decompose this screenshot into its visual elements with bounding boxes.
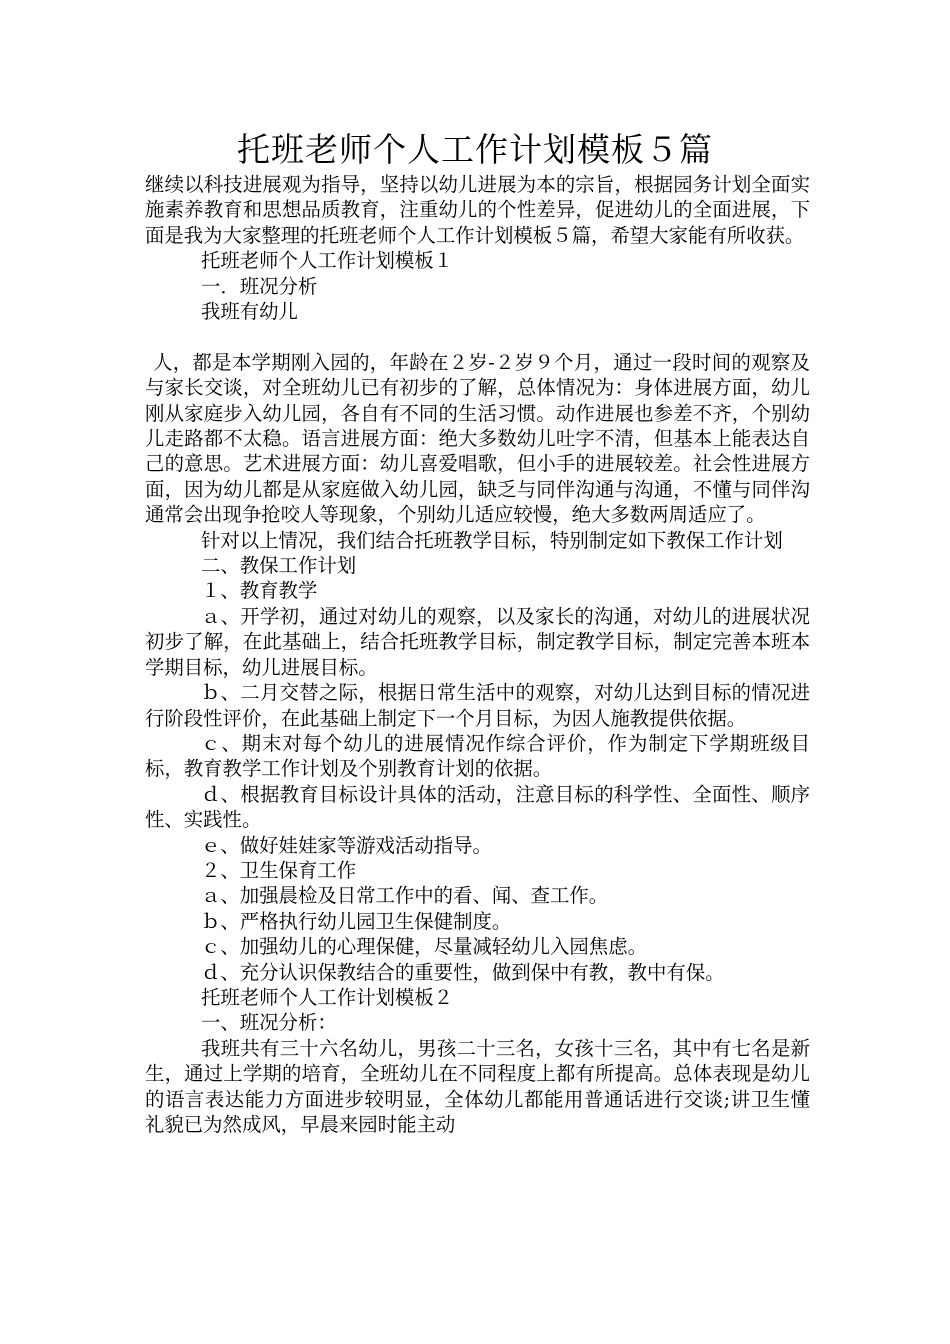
document-title: 托班老师个人工作计划模板５篇 — [237, 130, 713, 169]
paragraph: ｂ、严格执行幼儿园卫生保健制度。 — [201, 909, 512, 933]
blank-line — [145, 324, 810, 349]
paragraph: 二、教保工作计划 — [201, 554, 357, 578]
paragraph: 一．班况分析 — [201, 274, 318, 298]
paragraph: ｃ、期末对每个幼儿的进展情况作综合评价，作为制定下学期班级目标，教育教学工作计划及个别教育计划的依据。 — [145, 731, 810, 781]
paragraph: ｅ、做好娃娃家等游戏活动指导。 — [201, 833, 492, 857]
document-body — [145, 172, 810, 1137]
paragraph: 我班有幼儿 — [201, 300, 298, 324]
paragraph: 针对以上情况，我们结合托班教学目标，特别制定如下教保工作计划 — [201, 528, 783, 552]
paragraph: 继续以科技进展观为指导，坚持以幼儿进展为本的宗旨，根据园务计划全面实施素养教育和思想品质教育，注重幼儿的个性差异，促进幼儿的全面进展，下面是我为大家整理的托班老师个人工作计划模板５篇，希望大家能有所收获。 — [145, 173, 810, 247]
paragraph: 托班老师个人工作计划模板１ — [201, 249, 454, 273]
paragraph: ａ、加强晨检及日常工作中的看、闻、查工作。 — [201, 884, 609, 908]
paragraph: １、教育教学 — [201, 579, 318, 603]
paragraph: ｂ、二月交替之际，根据日常生活中的观察，对幼儿达到目标的情况进行阶段性评价，在此基础上制定下一个月目标，为因人施教提供依据。 — [145, 681, 810, 730]
paragraph: ｄ、根据教育目标设计具体的活动，注意目标的科学性、全面性、顺序性、实践性。 — [145, 782, 810, 832]
paragraph: ２、卫生保育工作 — [201, 858, 357, 882]
paragraph: ｄ、充分认识保教结合的重要性，做到保中有教，教中有保。 — [201, 960, 725, 984]
paragraph: 我班共有三十六名幼儿，男孩二十三名，女孩十三名，其中有七名是新生，通过上学期的培育，全班幼儿在不同程度上都有所提高。总体表现是幼儿的语言表达能力方面进步较明显，全体幼儿都能用普通话进行交谈;讲卫生懂礼貌已为然成风，早晨来园时能主动 — [145, 1036, 810, 1137]
paragraph: ａ、开学初，通过对幼儿的观察，以及家长的沟通，对幼儿的进展状况初步了解，在此基础上，结合托班教学目标，制定教学目标，制定完善本班本学期目标，幼儿进展目标。 — [145, 604, 810, 679]
paragraph: 托班老师个人工作计划模板２ — [201, 985, 454, 1009]
paragraph: ｃ、加强幼儿的心理保健，尽量减轻幼儿入园焦虑。 — [201, 935, 647, 959]
paragraph: 人，都是本学期刚入园的，年龄在２岁-２岁９个月，通过一段时间的观察及与家长交谈，对全班幼儿已有初步的了解，总体情况为：身体进展方面，幼儿刚从家庭步入幼儿园，各自有不同的生活习惯。动作进展也参差不齐，个别幼儿走路都不太稳。语言进展方面：绝大多数幼儿吐字不清，但基本上能表达自己的意思。艺术进展方面：幼儿喜爱唱歌，但小手的进展较差。社会性进展方面，因为幼儿都是从家庭做入幼儿园，缺乏与同伴沟通与沟通，不懂与同伴沟通常会出现争抢咬人等现象，个别幼儿适应较慢，绝大多数两周适应了。 — [145, 350, 810, 527]
paragraph: 一、班况分析： — [201, 1011, 337, 1035]
